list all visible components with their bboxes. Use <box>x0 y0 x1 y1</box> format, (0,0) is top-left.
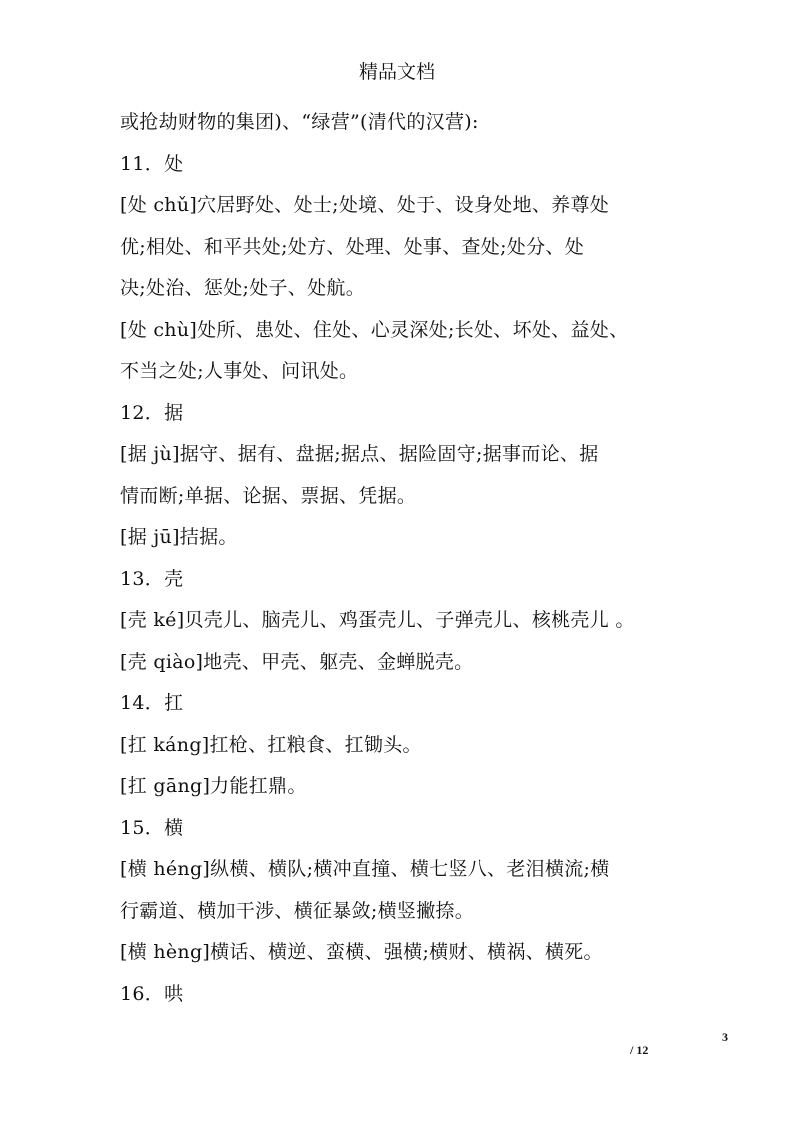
text-line: [据 jū]拮据。 <box>120 526 238 548</box>
text-line: [据 jù]据守、据有、盘据;据点、据险固守;据事而论、据 <box>120 443 599 465</box>
section-heading: 15．横 <box>120 816 184 839</box>
text-line: [壳 qiào]地壳、甲壳、躯壳、金蝉脱壳。 <box>120 650 474 673</box>
text-line: [横 hèng]横话、横逆、蛮横、强横;横财、横祸、横死。 <box>120 941 603 963</box>
text-line: 或抢劫财物的集团)、“绿营”(清代的汉营): <box>120 111 479 133</box>
text-line: [扛 gāng]力能扛鼎。 <box>120 775 307 797</box>
text-line: [处 chù]处所、患处、住处、心灵深处;长处、坏处、益处、 <box>120 318 629 341</box>
text-line: 不当之处;人事处、问讯处。 <box>120 360 359 382</box>
section-heading: 16．哄 <box>120 982 184 1005</box>
text-line: [扛 káng]扛枪、扛粮食、扛锄头。 <box>120 733 422 756</box>
section-heading: 14．扛 <box>120 692 184 714</box>
section-heading: 13．壳 <box>120 567 184 590</box>
text-line: 优;相处、和平共处;处方、处理、处事、查处;处分、处 <box>120 235 585 258</box>
text-line: [横 héng]纵横、横队;横冲直撞、横七竖八、老泪横流;横 <box>120 858 610 880</box>
document-body <box>120 102 680 1015</box>
text-line: 行霸道、横加干涉、横征暴敛;横竖撇捺。 <box>120 899 475 922</box>
section-heading: 11．处 <box>120 152 184 175</box>
text-line: 情而断;单据、论据、票据、凭据。 <box>120 484 417 507</box>
text-line: [处 chǔ]穴居野处、处士;处境、处于、设身处地、养尊处 <box>120 194 610 216</box>
text-line: 决;处治、惩处;处子、处航。 <box>120 277 366 299</box>
page-header-title: 精品文档 <box>358 61 435 83</box>
text-line: [壳 ké]贝壳儿、脑壳儿、鸡蛋壳儿、子弹壳儿、核桃壳儿 。 <box>120 609 635 631</box>
page-total: / 12 <box>630 1043 649 1057</box>
section-heading: 12．据 <box>120 401 184 424</box>
page-number: 3 <box>722 1030 728 1044</box>
